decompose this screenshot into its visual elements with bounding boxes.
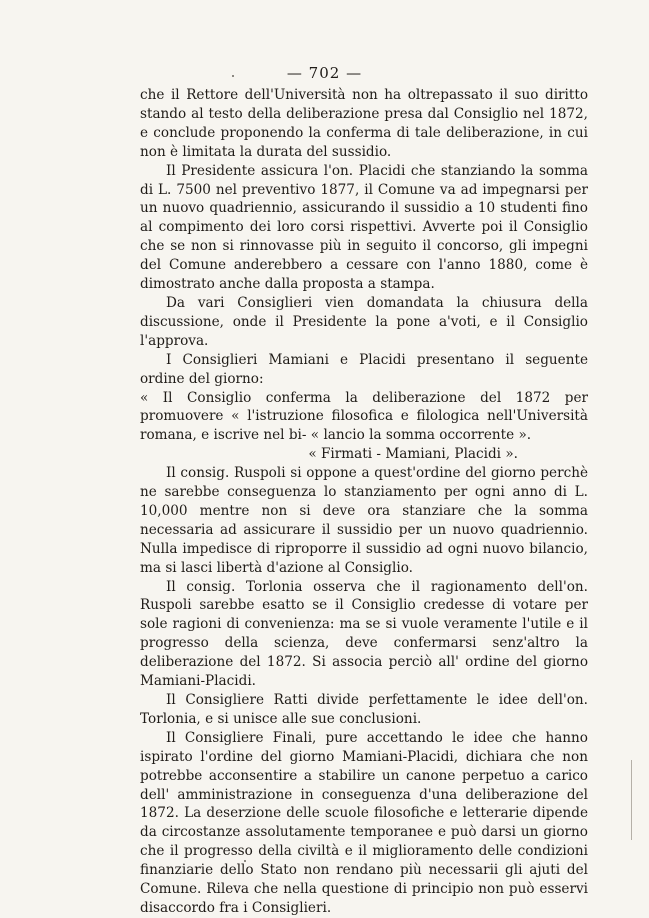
scan-speck [232,75,234,77]
paragraph-torlonia: Il consig. Torlonia osserva che il ragionamento dell'on. Ruspoli sarebbe esatto se il Consiglio credesse di votare per sole ragioni di convenienza: ma se si vuole veramente l'utile e il progresso della scienza, deve confermarsi senz'altro la deliberazione del 1872. Si associa perciò all' ordine del giorno Mamiani-Placidi. [140,578,588,690]
scan-edge-mark [631,760,632,840]
paragraph-finali: Il Consigliere Finali, pure accettando le idee che hanno ispirato l'ordine del giorno Mamiani-Placidi, dichiara che non potrebbe acconsentire a stabilire un canone perpetuo a carico dell' amministrazione in conseguenza d'una deliberazione del 1872. La deserzione delle scuole filosofiche e letterarie dipende da circostanze assolutamente temporanee e può darsi un giorno che il progresso della civiltà e il miglioramento delle condizioni finanziarie dello Stato non rendano più necessarii gli ajuti del Comune. Rileva che nella questione di principio non può esservi disaccordo fra i Consiglieri. [140,729,588,916]
paragraph-ordine-giorno-quote: « Il Consiglio conferma la deliberazione del 1872 per promuovere « l'istruzione filosofica e filologica nell'Università romana, e iscrive nel bi- « lancio la somma occorrente ». [140,389,588,444]
paragraph-signatories: « Firmati - Mamiani, Placidi ». [308,446,518,463]
paragraph-chiusura: Da vari Consiglieri vien domandata la chiusura della discussione, onde il Presidente la pone a'voti, e il Consiglio l'approva. [140,294,588,349]
paragraph-ordine-giorno-intro: I Consiglieri Mamiani e Placidi presentano il seguente ordine del giorno: [140,351,588,387]
body-text [140,86,588,918]
scan-speck [244,860,246,862]
paragraph-continuation: che il Rettore dell'Università non ha oltrepassato il suo diritto stando al testo della deliberazione presa dal Consiglio nel 1872, e conclude proponendo la conferma di tale deliberazione, in cui non è limitata la durata del sussidio. [140,87,588,160]
paragraph-ratti: Il Consigliere Ratti divide perfettamente le idee dell'on. Torlonia, e si unisce alle sue conclusioni. [140,692,588,727]
page-number: — 702 — [286,64,363,82]
paragraph-ruspoli: Il consig. Ruspoli si oppone a quest'ordine del giorno perchè ne sarebbe conseguenza lo stanziamento per ogni anno di L. 10,000 mentre non si deve ora stanziare che la somma necessaria ad assicurare il sussidio per un nuovo quadriennio. Nulla impedisce di riproporre il sussidio ad ogni nuovo bilancio, ma si lasci libertà d'azione al Consiglio. [140,465,588,576]
paragraph-presidente: Il Presidente assicura l'on. Placidi che stanziando la somma di L. 7500 nel preventivo 1877, il Comune va ad impegnarsi per un nuovo quadriennio, assicurando il sussidio a 10 studenti fino al compimento dei loro corsi rispettivi. Avverte poi il Consiglio che se non si rinnovasse più in seguito il concorso, gli impegni del Comune anderebbero a cessare con l'anno 1880, come è dimostrato anche dalla proposta a stampa. [140,162,588,293]
